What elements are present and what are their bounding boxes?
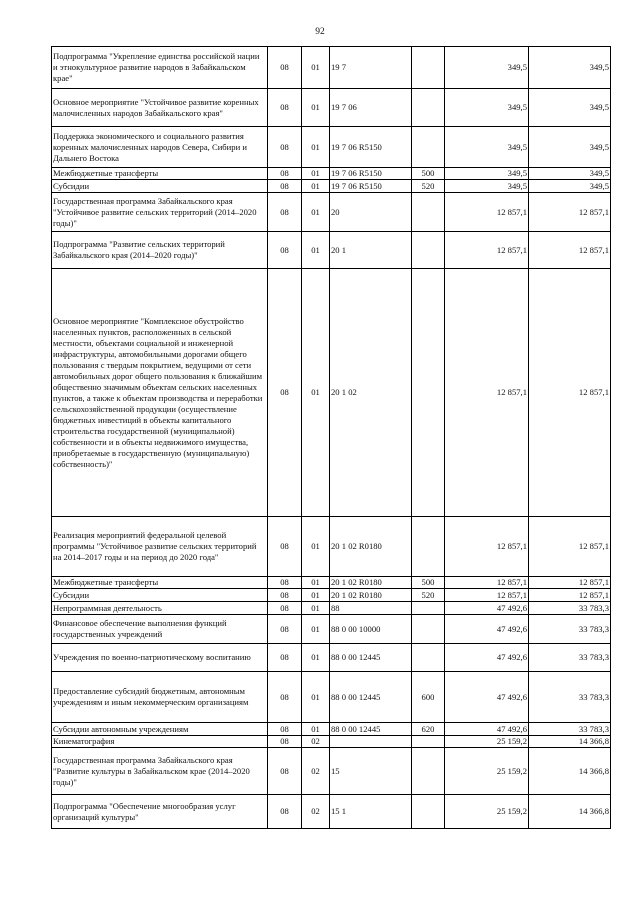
row-name: Государственная программа Забайкальского края "Развитие культуры в Забайкальском крае (2014–2020 годы)" <box>52 748 268 795</box>
row-vr: 520 <box>412 180 445 193</box>
row-sum-1: 25 159,2 <box>445 748 529 795</box>
row-rz: 08 <box>268 168 302 180</box>
row-vr <box>412 748 445 795</box>
table-row <box>52 602 611 615</box>
row-pr: 02 <box>302 748 330 795</box>
row-rz: 08 <box>268 232 302 269</box>
table-row <box>52 644 611 672</box>
row-sum-1: 12 857,1 <box>445 232 529 269</box>
table-row <box>52 180 611 193</box>
row-sum-1: 12 857,1 <box>445 269 529 517</box>
row-rz: 08 <box>268 47 302 89</box>
row-rz: 08 <box>268 589 302 602</box>
row-sum-1: 12 857,1 <box>445 193 529 232</box>
row-rz: 08 <box>268 795 302 829</box>
row-pr: 01 <box>302 589 330 602</box>
row-rz: 08 <box>268 127 302 168</box>
table-row <box>52 517 611 577</box>
table-row <box>52 47 611 89</box>
table-row <box>52 748 611 795</box>
row-vr <box>412 644 445 672</box>
row-sum-2: 349,5 <box>529 127 611 168</box>
row-csr: 20 1 02 R0180 <box>330 589 412 602</box>
row-sum-1: 47 492,6 <box>445 644 529 672</box>
row-sum-1: 25 159,2 <box>445 795 529 829</box>
row-name: Кинематография <box>52 736 268 748</box>
row-name: Межбюджетные трансферты <box>52 577 268 589</box>
row-sum-2: 14 366,8 <box>529 795 611 829</box>
row-name: Межбюджетные трансферты <box>52 168 268 180</box>
row-sum-1: 25 159,2 <box>445 736 529 748</box>
row-pr: 01 <box>302 602 330 615</box>
row-sum-1: 349,5 <box>445 89 529 127</box>
row-sum-2: 14 366,8 <box>529 736 611 748</box>
row-rz: 08 <box>268 89 302 127</box>
row-sum-2: 12 857,1 <box>529 517 611 577</box>
table-row <box>52 615 611 644</box>
row-vr <box>412 193 445 232</box>
row-name: Финансовое обеспечение выполнения функций государственных учреждений <box>52 615 268 644</box>
row-vr <box>412 47 445 89</box>
row-name: Субсидии <box>52 589 268 602</box>
row-csr: 19 7 06 R5150 <box>330 180 412 193</box>
row-rz: 08 <box>268 615 302 644</box>
row-name: Подпрограмма "Обеспечение многообразия услуг организаций культуры" <box>52 795 268 829</box>
row-sum-2: 349,5 <box>529 168 611 180</box>
row-sum-2: 33 783,3 <box>529 602 611 615</box>
row-vr <box>412 517 445 577</box>
row-pr: 01 <box>302 723 330 736</box>
row-sum-2: 12 857,1 <box>529 232 611 269</box>
row-sum-2: 349,5 <box>529 47 611 89</box>
row-csr: 88 0 00 10000 <box>330 615 412 644</box>
row-pr: 01 <box>302 168 330 180</box>
row-sum-2: 349,5 <box>529 89 611 127</box>
table-row <box>52 736 611 748</box>
row-name: Подпрограмма "Развитие сельских территорий Забайкальского края (2014–2020 годы)" <box>52 232 268 269</box>
row-sum-1: 349,5 <box>445 168 529 180</box>
budget-table <box>51 46 611 829</box>
row-csr: 19 7 06 R5150 <box>330 168 412 180</box>
row-name: Учреждения по военно-патриотическому воспитанию <box>52 644 268 672</box>
row-csr: 20 1 <box>330 232 412 269</box>
row-rz: 08 <box>268 672 302 723</box>
row-rz: 08 <box>268 723 302 736</box>
row-sum-1: 12 857,1 <box>445 517 529 577</box>
row-pr: 01 <box>302 644 330 672</box>
table-row <box>52 232 611 269</box>
row-vr: 520 <box>412 589 445 602</box>
row-vr <box>412 602 445 615</box>
row-sum-2: 12 857,1 <box>529 589 611 602</box>
row-csr: 19 7 06 <box>330 89 412 127</box>
row-vr <box>412 89 445 127</box>
row-name: Субсидии автономным учреждениям <box>52 723 268 736</box>
row-vr <box>412 269 445 517</box>
row-sum-1: 349,5 <box>445 127 529 168</box>
row-csr: 88 <box>330 602 412 615</box>
row-csr: 88 0 00 12445 <box>330 723 412 736</box>
row-sum-2: 33 783,3 <box>529 615 611 644</box>
row-vr <box>412 127 445 168</box>
row-csr: 15 <box>330 748 412 795</box>
table-row <box>52 127 611 168</box>
row-name: Субсидии <box>52 180 268 193</box>
row-csr: 20 1 02 R0180 <box>330 517 412 577</box>
row-sum-1: 349,5 <box>445 47 529 89</box>
row-vr <box>412 736 445 748</box>
row-pr: 01 <box>302 577 330 589</box>
row-sum-2: 12 857,1 <box>529 193 611 232</box>
row-sum-2: 14 366,8 <box>529 748 611 795</box>
table-row <box>52 589 611 602</box>
row-vr <box>412 615 445 644</box>
table-row <box>52 795 611 829</box>
row-rz: 08 <box>268 577 302 589</box>
table-row <box>52 269 611 517</box>
row-pr: 02 <box>302 795 330 829</box>
row-name: Реализация мероприятий федеральной целевой программы "Устойчивое развитие сельских территорий на 2014–2017 годы и на период до 2020 года" <box>52 517 268 577</box>
row-sum-1: 349,5 <box>445 180 529 193</box>
row-csr: 15 1 <box>330 795 412 829</box>
row-rz: 08 <box>268 180 302 193</box>
row-rz: 08 <box>268 193 302 232</box>
row-rz: 08 <box>268 269 302 517</box>
row-sum-2: 33 783,3 <box>529 723 611 736</box>
row-csr: 20 1 02 R0180 <box>330 577 412 589</box>
row-sum-1: 47 492,6 <box>445 723 529 736</box>
row-rz: 08 <box>268 736 302 748</box>
row-name: Государственная программа Забайкальского края "Устойчивое развитие сельских территорий (2014–2020 годы)" <box>52 193 268 232</box>
row-name: Подпрограмма "Укрепление единства российской нации и этнокультурное развитие народов в Забайкальском крае" <box>52 47 268 89</box>
row-pr: 01 <box>302 89 330 127</box>
table-row <box>52 168 611 180</box>
page-number: 92 <box>315 27 325 37</box>
row-sum-2: 12 857,1 <box>529 269 611 517</box>
row-sum-1: 47 492,6 <box>445 615 529 644</box>
row-csr: 20 <box>330 193 412 232</box>
row-rz: 08 <box>268 602 302 615</box>
row-vr: 600 <box>412 672 445 723</box>
table-row <box>52 193 611 232</box>
row-csr: 88 0 00 12445 <box>330 644 412 672</box>
row-pr: 01 <box>302 615 330 644</box>
row-sum-2: 33 783,3 <box>529 644 611 672</box>
table-row <box>52 89 611 127</box>
row-vr <box>412 795 445 829</box>
row-vr <box>412 232 445 269</box>
row-pr: 01 <box>302 180 330 193</box>
row-sum-1: 47 492,6 <box>445 602 529 615</box>
row-pr: 01 <box>302 517 330 577</box>
row-rz: 08 <box>268 748 302 795</box>
row-csr: 20 1 02 <box>330 269 412 517</box>
row-rz: 08 <box>268 517 302 577</box>
row-sum-2: 349,5 <box>529 180 611 193</box>
row-vr: 500 <box>412 168 445 180</box>
row-pr: 01 <box>302 47 330 89</box>
row-sum-2: 33 783,3 <box>529 672 611 723</box>
row-csr: 19 7 <box>330 47 412 89</box>
row-rz: 08 <box>268 644 302 672</box>
row-sum-2: 12 857,1 <box>529 577 611 589</box>
row-pr: 02 <box>302 736 330 748</box>
row-sum-1: 12 857,1 <box>445 577 529 589</box>
row-name: Основное мероприятие "Устойчивое развитие коренных малочисленных народов Забайкальского края" <box>52 89 268 127</box>
table-row <box>52 577 611 589</box>
row-csr: 88 0 00 12445 <box>330 672 412 723</box>
row-pr: 01 <box>302 269 330 517</box>
row-vr: 500 <box>412 577 445 589</box>
row-sum-1: 12 857,1 <box>445 589 529 602</box>
row-pr: 01 <box>302 193 330 232</box>
row-name: Поддержка экономического и социального развития коренных малочисленных народов Севера, Сибири и Дальнего Востока <box>52 127 268 168</box>
row-csr <box>330 736 412 748</box>
row-name: Непрограммная деятельность <box>52 602 268 615</box>
row-pr: 01 <box>302 127 330 168</box>
table-row <box>52 672 611 723</box>
table-row <box>52 723 611 736</box>
row-name: Основное мероприятие "Комплексное обустройство населенных пунктов, расположенных в сельской местности, объектами социальной и инженерной инфраструктуры, автомобильными дорогами общего пользования с твердым покрытием, ведущими от сети автомобильных дорог общего пользования к ближайшим общественно значимым объектам сельских населенных пунктов, а также к объектам производства и переработки сельскохозяйственной продукции (осуществление бюджетных инвестиций в объекты капитального строительства государственной (муниципальной) собственности и в объекты недвижимого имущества, приобретаемые в государственную (муниципальную) собственность)" <box>52 269 268 517</box>
row-name: Предоставление субсидий бюджетным, автономным учреждениям и иным некоммерческим организациям <box>52 672 268 723</box>
row-pr: 01 <box>302 232 330 269</box>
row-pr: 01 <box>302 672 330 723</box>
row-sum-1: 47 492,6 <box>445 672 529 723</box>
row-csr: 19 7 06 R5150 <box>330 127 412 168</box>
row-vr: 620 <box>412 723 445 736</box>
